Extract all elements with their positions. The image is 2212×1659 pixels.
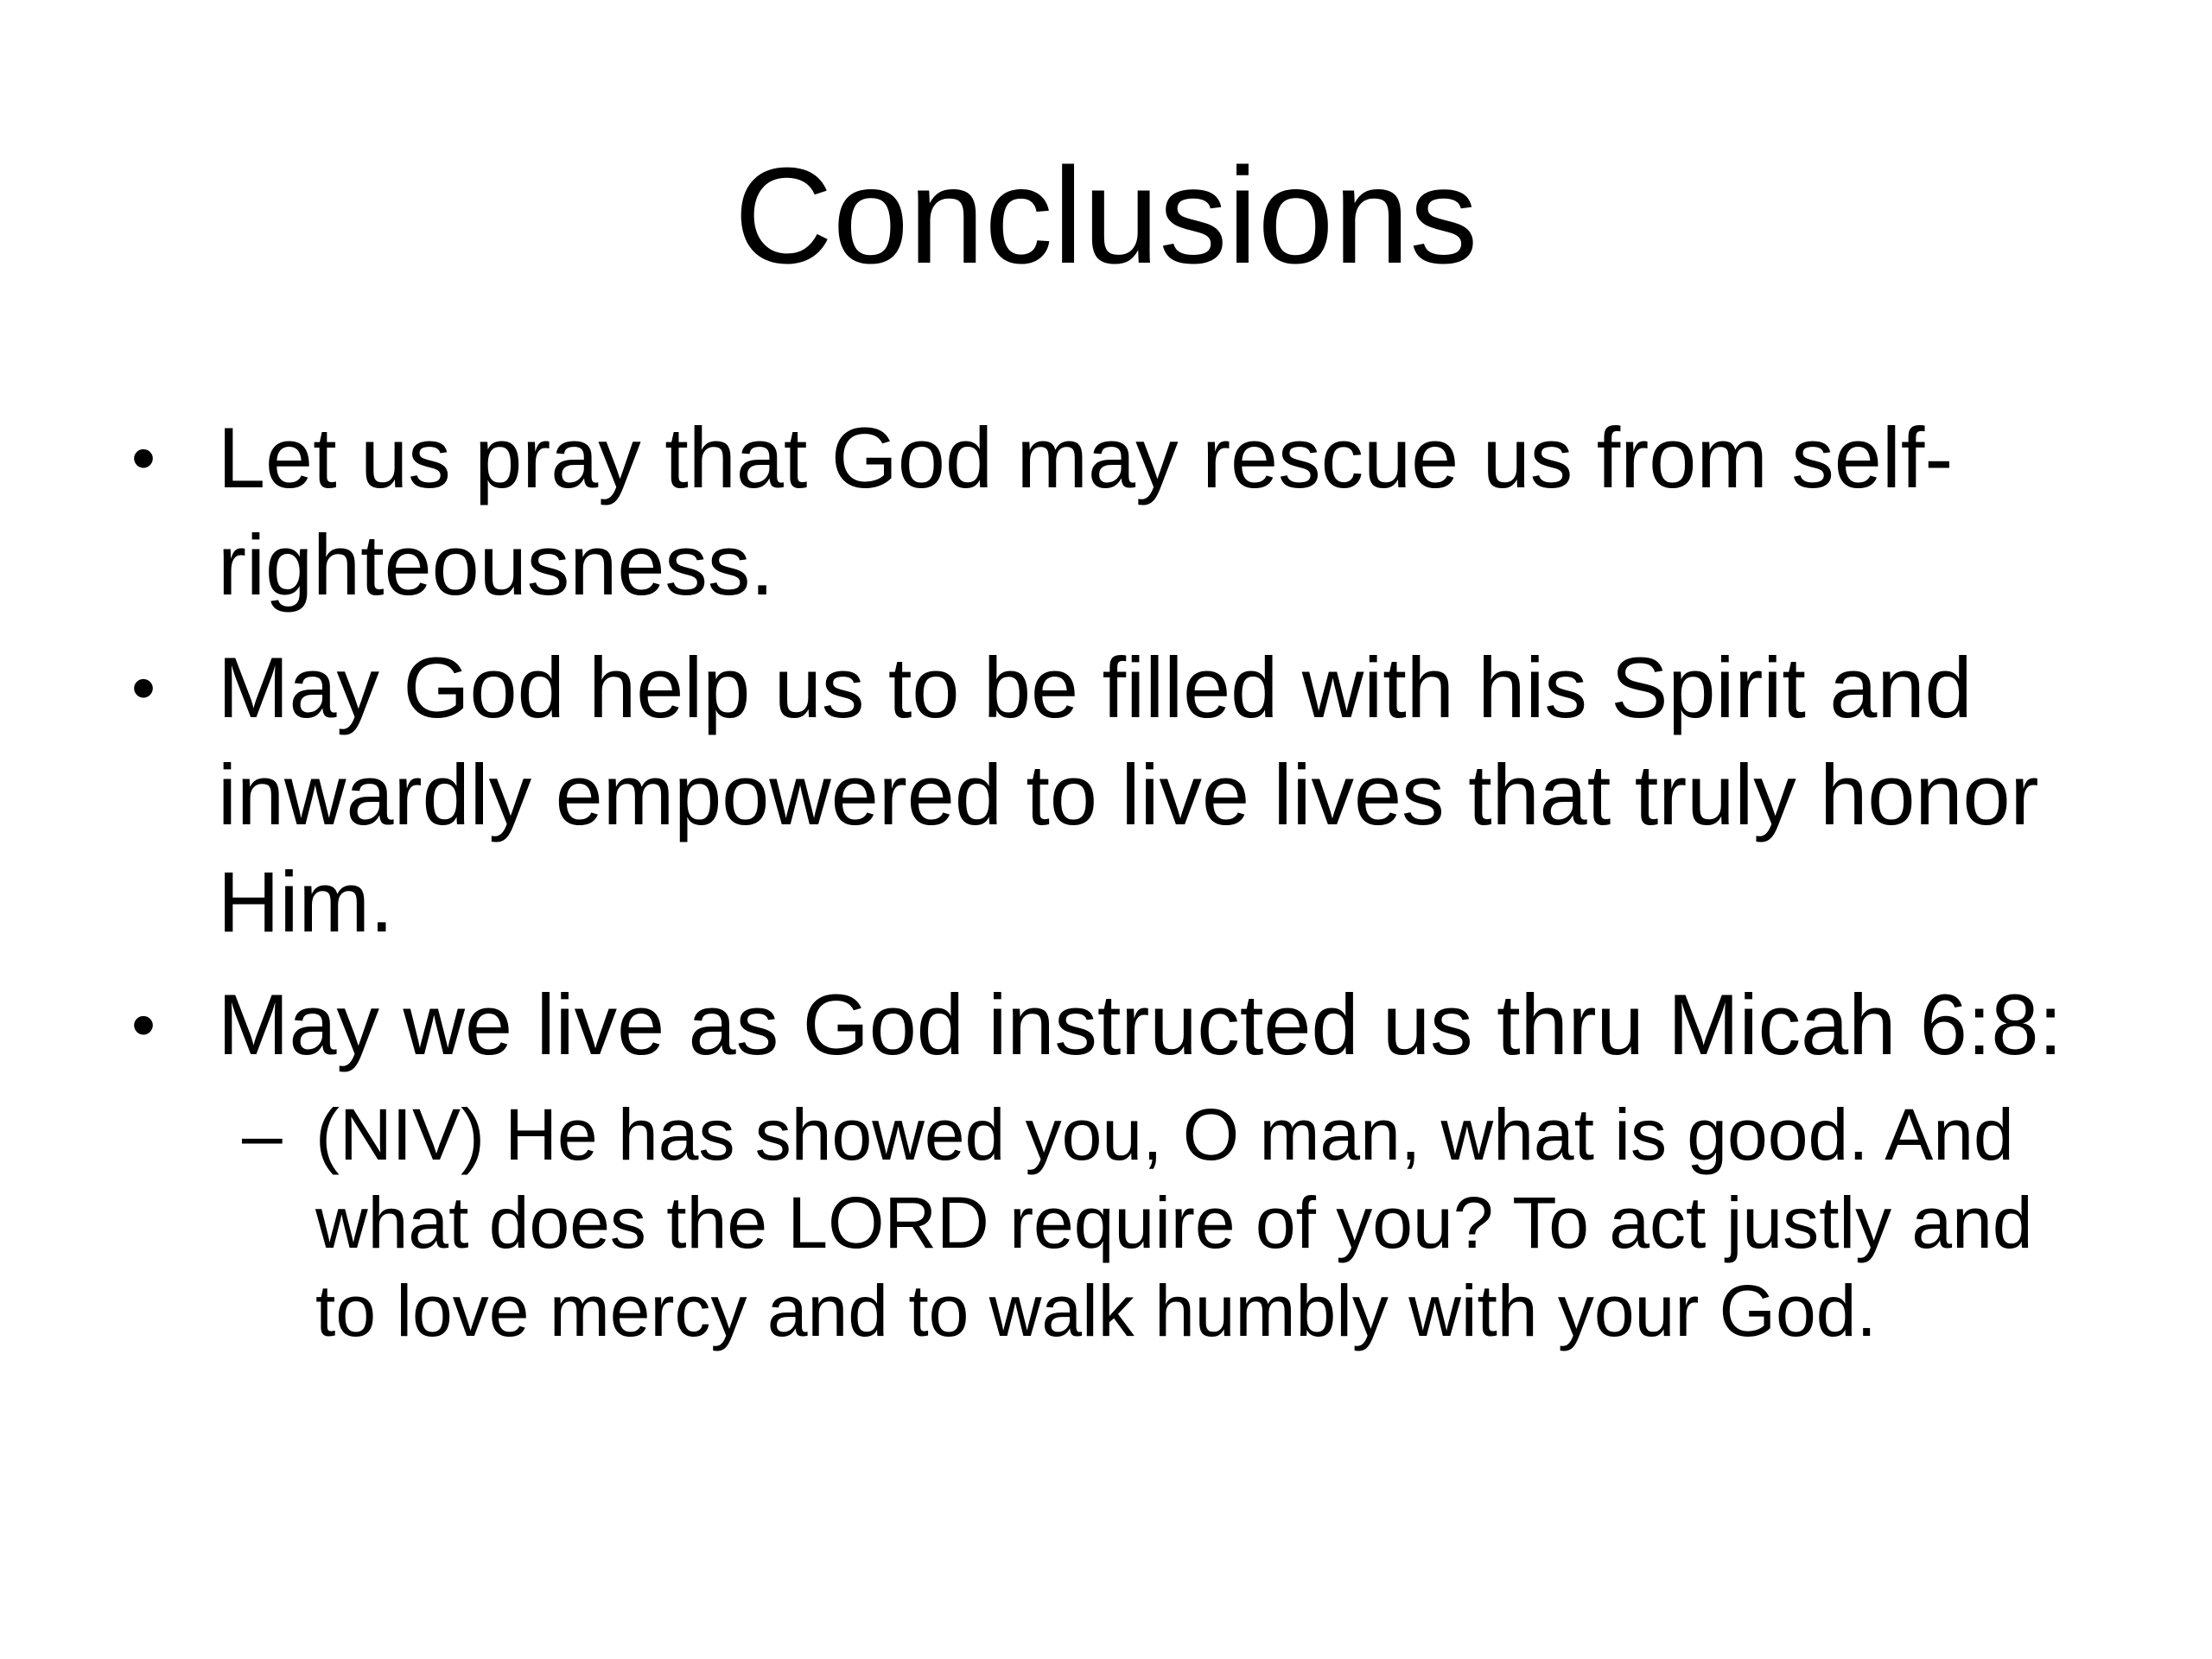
sub-bullet-text-line: (NIV) He has showed you, O man, what is good. And [315, 1094, 2014, 1175]
bullet-text-line: inwardly empowered to live lives that truly honor [218, 747, 2039, 842]
bullet-marker: • [131, 419, 156, 496]
slide-title: Conclusions [734, 140, 1478, 292]
bullet-text-line: May God help us to be filled with his Spirit and [218, 639, 1973, 735]
bullet-item-2 [131, 634, 2119, 956]
bullet-text-line: righteousness. [218, 517, 774, 613]
bullet-marker: • [131, 986, 156, 1063]
sub-bullet-marker: – [242, 1094, 283, 1175]
bullet-text-line: Let us pray that God may rescue us from self- [218, 410, 1954, 505]
bullet-text-line: Him. [218, 854, 394, 950]
sub-bullet-item [242, 1090, 2130, 1355]
bullet-item-3 [131, 971, 2119, 1078]
bullet-text-line: May we live as God instructed us thru Micah 6:8: [218, 976, 2063, 1072]
sub-bullet-text-line: to love mercy and to walk humbly with your God. [315, 1270, 1877, 1351]
bullet-marker: • [131, 649, 156, 726]
bullet-item-1 [131, 404, 2119, 619]
sub-bullet-text-line: what does the LORD require of you? To act justly and [315, 1182, 2033, 1263]
